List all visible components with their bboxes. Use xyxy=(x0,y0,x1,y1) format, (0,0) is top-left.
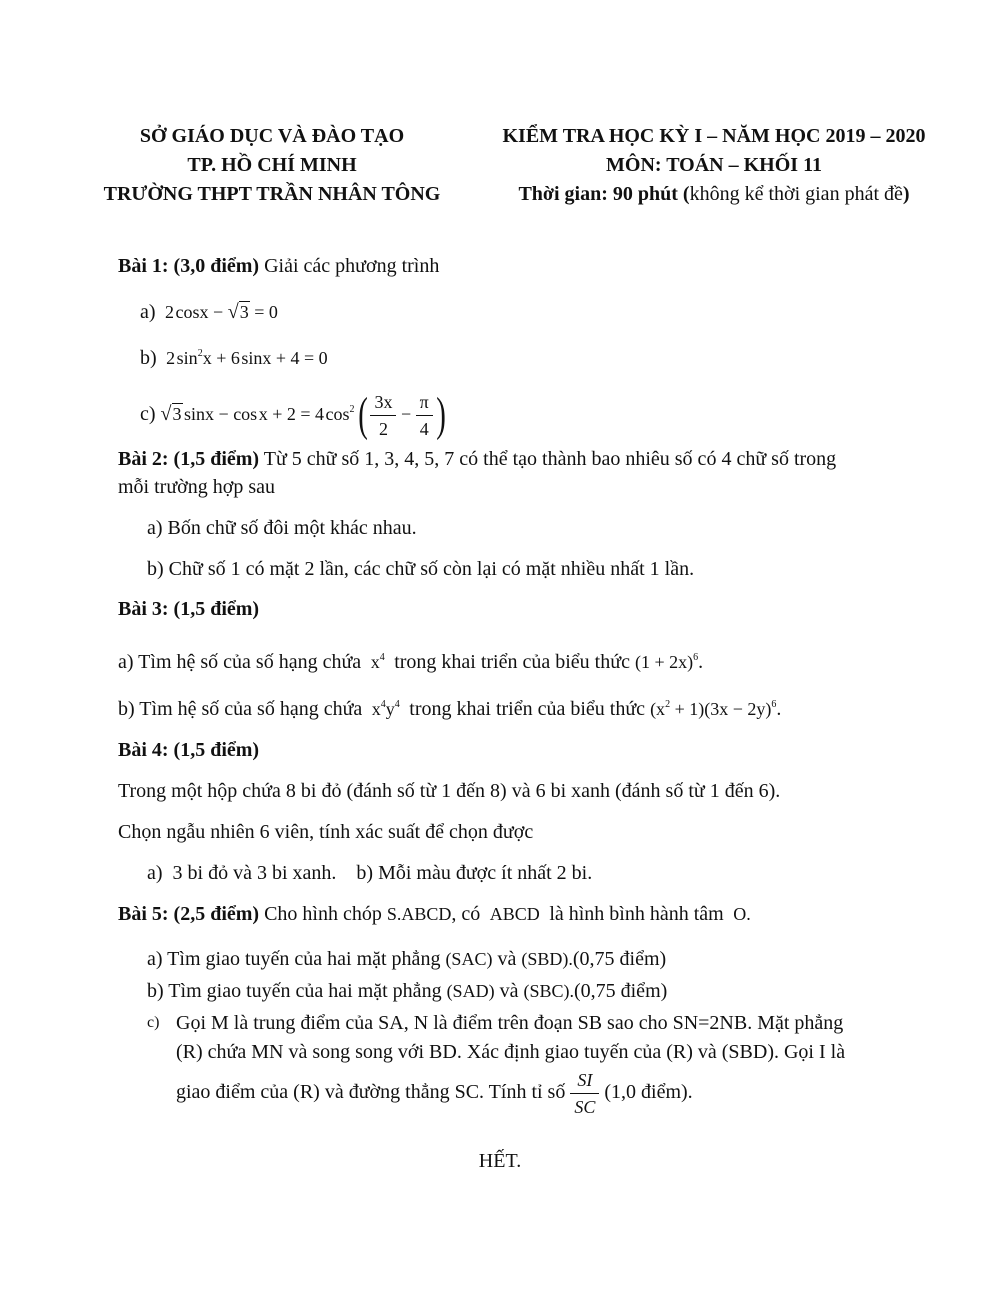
sqrt-symbol: √3 xyxy=(160,403,182,425)
exam-header xyxy=(470,122,958,209)
department-name: SỞ GIÁO DỤC VÀ ĐÀO TẠO xyxy=(139,125,405,147)
ratio-fraction: $\frac{SI}{SC}$ xyxy=(570,1067,599,1120)
bai3-a: a) Tìm hệ số của số hạng chứa $x^4$ trong khai triển của biểu thức $(1 + 2x)^6$. xyxy=(118,651,704,673)
bai4-heading: Bài 4: (1,5 điểm) xyxy=(118,739,260,761)
bai4-text2: Chọn ngẫu nhiên 6 viên, tính xác suất để chọn được xyxy=(118,821,534,843)
bai5-heading: Bài 5: (2,5 điểm) Cho hình chóp S.ABCD, có ABCD là hình bình hành tâm O. xyxy=(118,903,751,925)
bai2-text-cont: mỗi trường hợp sau xyxy=(118,476,275,498)
bai4-text1: Trong một hộp chứa 8 bi đỏ (đánh số từ 1 đến 8) và 6 bi xanh (đánh số từ 1 đến 6). xyxy=(118,780,781,802)
end-mark: HẾT. xyxy=(478,1150,522,1172)
bai1-b: b) 2 $\sin^2x + 6$ sinx + 4 = 0 xyxy=(140,347,328,369)
school-name: TRƯỜNG THPT TRẦN NHÂN TÔNG xyxy=(103,183,441,205)
bai1-a: a) 2 cosx − √3 = 0 xyxy=(140,301,278,323)
bai2-a: a) Bốn chữ số đôi một khác nhau. xyxy=(147,517,417,539)
bai4-ab: a) 3 bi đỏ và 3 bi xanh. b) Mỗi màu được ít nhất 2 bi. xyxy=(147,862,593,884)
bai5-b: b) Tìm giao tuyến của hai mặt phẳng (SAD) và (SBC).(0,75 điểm) xyxy=(147,980,668,1002)
exam-subject: MÔN: TOÁN – KHỐI 11 xyxy=(606,154,822,176)
bai5-c-line3: giao điểm của (R) và đường thẳng SC. Tính tỉ số $\frac{SI}{SC}$ (1,0 điểm). xyxy=(176,1064,693,1120)
bai2-heading: Bài 2: (1,5 điểm) Từ 5 chữ số 1, 3, 4, 5, 7 có thể tạo thành bao nhiêu số có 4 chữ số trong xyxy=(118,448,837,470)
bai2-b: b) Chữ số 1 có mặt 2 lần, các chữ số còn lại có mặt nhiều nhất 1 lần. xyxy=(147,558,695,580)
bai3-b: b) Tìm hệ số của số hạng chứa $x^4y^4$ trong khai triển của biểu thức $(x^2 + 1)(3x - 2y)^6$. xyxy=(118,698,782,720)
sqrt-symbol: √3 xyxy=(227,301,249,323)
school-header xyxy=(82,122,462,209)
city-name: TP. HỒ CHÍ MINH xyxy=(187,154,357,176)
bai3-heading: Bài 3: (1,5 điểm) xyxy=(118,598,260,620)
bai5-c-line1: Gọi M là trung điểm của SA, N là điểm trên đoạn SB sao cho SN=2NB. Mặt phẳng xyxy=(176,1012,844,1034)
bai5-c-label: c) xyxy=(147,1014,160,1031)
bai1-c: c) √3 sinx − cos x + 2 = 4 $\cos^2$( $\frac{3x}{2}$ − $\frac{\pi}{4}$ ) xyxy=(140,380,449,444)
bai5-a: a) Tìm giao tuyến của hai mặt phẳng (SAC) và (SBD).(0,75 điểm) xyxy=(147,948,667,970)
bai5-c-line2: (R) chứa MN và song song với BD. Xác định giao tuyến của (R) và (SBD). Gọi I là xyxy=(176,1041,846,1063)
bai1-heading: Bài 1: (3,0 điểm) Giải các phương trình xyxy=(118,255,440,277)
exam-duration: Thời gian: 90 phút (không kể thời gian phát đề) xyxy=(518,183,910,205)
exam-title: KIỂM TRA HỌC KỲ I – NĂM HỌC 2019 – 2020 xyxy=(502,125,926,147)
